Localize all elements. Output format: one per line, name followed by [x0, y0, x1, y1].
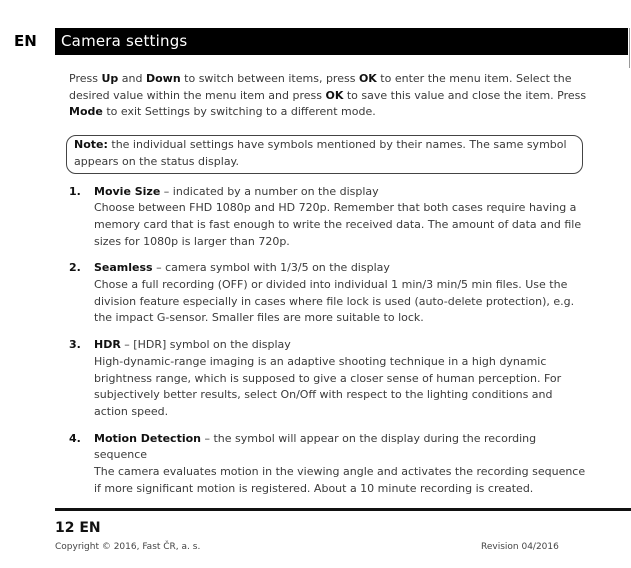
key-ok: OK: [358, 72, 377, 85]
intro-text: to switch between items, press: [180, 72, 359, 85]
key-mode: Mode: [69, 105, 103, 119]
footer-divider: [55, 508, 631, 511]
item-body: The camera evaluates motion in the viewing angle and activates the recording sequence if more significant motion is registered. About a 10 minute recording is created.: [94, 465, 586, 495]
intro-text: and: [118, 72, 146, 85]
list-item: [69, 184, 589, 251]
item-body: Chose a full recording (OFF) or divided into individual 1 min/3 min/5 min files. Use the division feature especially in cases where file lock is used (auto-delete protection), e.g. the impact G-sensor. Smaller files are more suitable to lock.: [94, 278, 575, 325]
list-item: [69, 260, 589, 327]
item-title: HDR: [94, 338, 121, 352]
item-subtitle: – [HDR] symbol on the display: [120, 338, 291, 352]
list-item: [69, 337, 589, 421]
intro-text: to exit Settings by switching to a different mode.: [102, 105, 376, 119]
page-content: [69, 71, 589, 507]
item-body: High-dynamic-range imaging is an adaptive shooting technique in a high dynamic brightness range, which is supposed to give a closer sense of human perception. For subjectively better results, select On/Off with respect to the lighting conditions and action speed.: [94, 354, 562, 418]
note-text: the individual settings have symbols mentioned by their names. The same symbol appears on the status display.: [74, 138, 567, 168]
revision-text: Revision 04/2016: [481, 542, 559, 552]
note-box: [66, 135, 583, 173]
item-title: Seamless: [94, 261, 153, 275]
item-title: Motion Detection: [94, 431, 201, 445]
item-title: Movie Size: [94, 184, 161, 198]
item-number: 1.: [69, 184, 81, 198]
intro-paragraph: [69, 71, 589, 121]
key-up: Up: [101, 72, 119, 85]
key-ok: OK: [325, 88, 344, 102]
settings-list: [69, 184, 589, 498]
item-number: 3.: [69, 338, 81, 352]
item-subtitle: – the symbol will appear on the display during the recording sequence: [94, 431, 537, 462]
intro-text: to enter the menu item. Select the desired value within the menu item and press: [69, 72, 572, 102]
item-number: 4.: [69, 431, 81, 445]
item-number: 2.: [69, 261, 81, 275]
item-subtitle: – indicated by a number on the display: [160, 184, 379, 198]
key-down: Down: [145, 72, 181, 85]
section-title: Camera settings: [55, 28, 628, 55]
page-number: 12 EN: [55, 520, 101, 536]
item-body: Choose between FHD 1080p and HD 720p. Remember that both cases require having a memory card that is fast enough to write the received data. The amount of data and file sizes for 1080p is larger than 720p.: [94, 201, 582, 248]
note-label: Note:: [74, 138, 108, 152]
copyright-text: Copyright © 2016, Fast ČR, a. s.: [55, 542, 201, 552]
list-item: [69, 431, 589, 498]
intro-text: Press: [69, 72, 102, 85]
intro-text: to save this value and close the item. Press: [343, 88, 587, 102]
language-tag: EN: [14, 32, 37, 50]
item-subtitle: – camera symbol with 1/3/5 on the display: [152, 261, 390, 275]
